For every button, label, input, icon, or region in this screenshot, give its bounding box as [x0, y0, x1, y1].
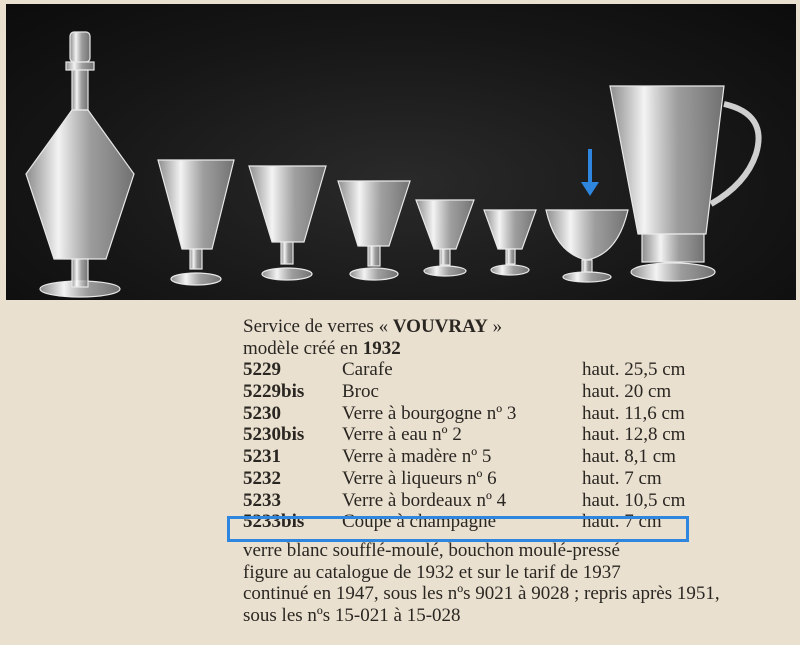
highlight-box	[227, 516, 689, 542]
coupe-glass	[546, 210, 628, 282]
madere-glass	[416, 200, 474, 276]
item-row: 5233 Verre à bordeaux nº 4 haut. 10,5 cm	[243, 489, 686, 511]
item-row: 5229 Carafe haut. 25,5 cm	[243, 359, 686, 381]
item-row: 5232 Verre à liqueurs nº 6 haut. 7 cm	[243, 467, 662, 489]
bordeaux-glass	[338, 181, 410, 280]
service-name: VOUVRAY	[392, 316, 488, 337]
note-line: verre blanc soufflé-moulé, bouchon moulé-pressé	[243, 540, 620, 561]
glassware-photo-illustration	[6, 4, 796, 300]
eau-glass	[249, 166, 326, 280]
carafe-glass	[26, 32, 134, 297]
service-title: Service de verres « VOUVRAY »	[243, 316, 503, 337]
note-line: sous les nºs 15-021 à 15-028	[243, 605, 461, 627]
note-line: continué en 1947, sous les nºs 9021 à 9028 ; repris après 1951,	[243, 583, 720, 605]
item-row: 5230 Verre à bourgogne nº 3 haut. 11,6 cm	[243, 402, 685, 424]
broc-pitcher	[610, 86, 759, 281]
item-row: 5230bis Verre à eau nº 2 haut. 12,8 cm	[243, 424, 686, 446]
creation-line: modèle créé en 1932	[243, 337, 401, 359]
product-photo	[6, 4, 796, 300]
caption-block	[243, 316, 686, 533]
item-row: 5231 Verre à madère nº 5 haut. 8,1 cm	[243, 446, 676, 468]
arrow-down-icon	[581, 149, 599, 196]
item-row: 5229bis Broc haut. 20 cm	[243, 381, 672, 403]
liqueurs-glass	[484, 210, 536, 275]
item-row-highlighted: 5233bis Coupe à champagne haut. 7 cm	[243, 511, 662, 533]
notes-block	[243, 540, 720, 627]
bourgogne-glass	[158, 160, 234, 285]
note-line: figure au catalogue de 1932 et sur le tarif de 1937	[243, 561, 621, 583]
creation-year: 1932	[362, 337, 401, 359]
